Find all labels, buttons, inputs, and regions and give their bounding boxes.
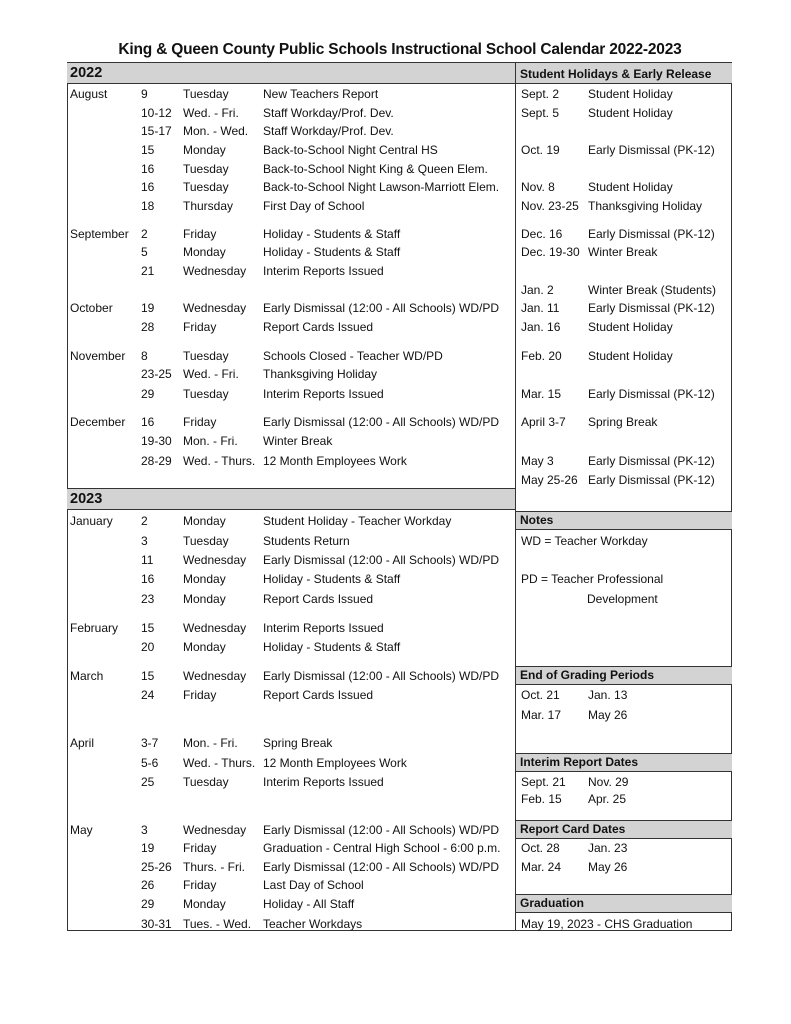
event-date: 9 bbox=[141, 87, 148, 101]
holiday-description: Early Dismissal (PK-12) bbox=[588, 387, 715, 401]
event-date: 21 bbox=[141, 264, 155, 278]
event-month: February bbox=[70, 621, 119, 635]
year-label: 2022 bbox=[70, 65, 103, 81]
event-date: 25-26 bbox=[141, 860, 172, 874]
graduation-header bbox=[515, 894, 732, 913]
grading-date: Mar. 17 bbox=[521, 708, 562, 722]
holiday-date: April 3-7 bbox=[521, 415, 566, 429]
event-weekday: Tues. - Wed. bbox=[183, 917, 252, 931]
event-description: Report Cards Issued bbox=[263, 688, 374, 702]
event-date: 2 bbox=[141, 514, 148, 528]
holiday-description: Early Dismissal (PK-12) bbox=[588, 454, 715, 468]
holiday-date: Dec. 16 bbox=[521, 227, 563, 241]
event-weekday: Friday bbox=[183, 227, 217, 241]
report-card-date: Jan. 23 bbox=[588, 841, 628, 855]
event-weekday: Monday bbox=[183, 897, 226, 911]
event-date: 19-30 bbox=[141, 434, 172, 448]
grading-date: Oct. 21 bbox=[521, 688, 560, 702]
event-weekday: Friday bbox=[183, 878, 217, 892]
holiday-description: Student Holiday bbox=[588, 349, 673, 363]
event-description: Graduation - Central High School - 6:00 p.m. bbox=[263, 841, 501, 855]
event-description: Winter Break bbox=[263, 434, 333, 448]
event-description: 12 Month Employees Work bbox=[263, 454, 407, 468]
holiday-description: Thanksgiving Holiday bbox=[588, 199, 703, 213]
interim-header-label: Interim Report Dates bbox=[520, 755, 639, 769]
report-card-header bbox=[515, 820, 732, 839]
report-card-date: May 26 bbox=[588, 860, 628, 874]
event-description: Early Dismissal (12:00 - All Schools) WD/PD bbox=[263, 301, 500, 315]
event-description: Staff Workday/Prof. Dev. bbox=[263, 124, 394, 138]
event-description: Holiday - Students & Staff bbox=[263, 640, 401, 654]
event-weekday: Tuesday bbox=[183, 387, 229, 401]
event-description: Interim Reports Issued bbox=[263, 387, 384, 401]
event-date: 18 bbox=[141, 199, 155, 213]
event-description: Interim Reports Issued bbox=[263, 775, 384, 789]
event-weekday: Wednesday bbox=[183, 301, 247, 315]
event-date: 19 bbox=[141, 301, 155, 315]
event-description: Early Dismissal (12:00 - All Schools) WD/PD bbox=[263, 823, 500, 837]
holiday-description: Early Dismissal (PK-12) bbox=[588, 301, 715, 315]
event-weekday: Monday bbox=[183, 572, 226, 586]
event-description: Last Day of School bbox=[263, 878, 364, 892]
event-date: 29 bbox=[141, 387, 155, 401]
interim-date: Apr. 25 bbox=[588, 792, 627, 806]
event-weekday: Thurs. - Fri. bbox=[183, 860, 245, 874]
event-weekday: Monday bbox=[183, 640, 226, 654]
event-date: 15-17 bbox=[141, 124, 172, 138]
event-weekday: Friday bbox=[183, 320, 217, 334]
year-header-2023 bbox=[67, 488, 516, 510]
holidays-header bbox=[515, 62, 732, 84]
event-weekday: Mon. - Wed. bbox=[183, 124, 249, 138]
event-date: 8 bbox=[141, 349, 148, 363]
event-date: 3 bbox=[141, 823, 148, 837]
event-weekday: Wednesday bbox=[183, 669, 247, 683]
interim-date: Nov. 29 bbox=[588, 775, 629, 789]
event-description: Thanksgiving Holiday bbox=[263, 367, 378, 381]
event-description: First Day of School bbox=[263, 199, 365, 213]
event-month: November bbox=[70, 349, 126, 363]
column-divider bbox=[515, 62, 516, 931]
event-date: 23-25 bbox=[141, 367, 172, 381]
event-date: 16 bbox=[141, 180, 155, 194]
event-date: 15 bbox=[141, 143, 155, 157]
grading-header-label: End of Grading Periods bbox=[520, 668, 655, 682]
event-description: Students Return bbox=[263, 534, 350, 548]
event-date: 19 bbox=[141, 841, 155, 855]
event-description: Early Dismissal (12:00 - All Schools) WD/PD bbox=[263, 860, 500, 874]
interim-header bbox=[515, 753, 732, 772]
event-description: Back-to-School Night Central HS bbox=[263, 143, 438, 157]
event-description: Early Dismissal (12:00 - All Schools) WD/PD bbox=[263, 669, 500, 683]
holiday-date: May 3 bbox=[521, 454, 554, 468]
event-description: Back-to-School Night Lawson-Marriott Elem. bbox=[263, 180, 500, 194]
notes-header bbox=[515, 511, 732, 530]
year-label: 2023 bbox=[70, 491, 103, 507]
holiday-date: Sept. 2 bbox=[521, 87, 560, 101]
note-pd-line1: PD = Teacher Professional bbox=[521, 572, 664, 586]
event-date: 11 bbox=[141, 553, 154, 567]
holiday-date: Dec. 19-30 bbox=[521, 245, 580, 259]
event-description: Holiday - Students & Staff bbox=[263, 572, 401, 586]
event-weekday: Wed. - Thurs. bbox=[183, 756, 256, 770]
holiday-date: Jan. 2 bbox=[521, 283, 554, 297]
event-date: 15 bbox=[141, 621, 155, 635]
holiday-description: Student Holiday bbox=[588, 87, 673, 101]
holiday-date: Oct. 19 bbox=[521, 143, 560, 157]
event-weekday: Thursday bbox=[183, 199, 234, 213]
event-date: 28-29 bbox=[141, 454, 172, 468]
holiday-description: Spring Break bbox=[588, 415, 658, 429]
holiday-description: Winter Break bbox=[588, 245, 658, 259]
event-description: Holiday - Students & Staff bbox=[263, 245, 401, 259]
event-weekday: Friday bbox=[183, 841, 217, 855]
holiday-description: Student Holiday bbox=[588, 106, 673, 120]
interim-date: Sept. 21 bbox=[521, 775, 566, 789]
note-wd: WD = Teacher Workday bbox=[521, 534, 648, 548]
holiday-description: Student Holiday bbox=[588, 180, 673, 194]
event-description: New Teachers Report bbox=[263, 87, 379, 101]
event-weekday: Monday bbox=[183, 143, 226, 157]
report-card-date: Mar. 24 bbox=[521, 860, 562, 874]
holidays-header-label: Student Holidays & Early Release bbox=[520, 67, 712, 81]
holiday-date: Mar. 15 bbox=[521, 387, 562, 401]
event-date: 29 bbox=[141, 897, 155, 911]
holiday-description: Winter Break (Students) bbox=[588, 283, 717, 297]
event-month: January bbox=[70, 514, 113, 528]
event-month: March bbox=[70, 669, 104, 683]
event-date: 20 bbox=[141, 640, 155, 654]
event-description: Early Dismissal (12:00 - All Schools) WD/PD bbox=[263, 553, 500, 567]
note-pd-line2: Development bbox=[587, 592, 658, 606]
event-description: Holiday - All Staff bbox=[263, 897, 355, 911]
event-date: 23 bbox=[141, 592, 155, 606]
event-weekday: Tuesday bbox=[183, 349, 229, 363]
event-weekday: Tuesday bbox=[183, 87, 229, 101]
event-weekday: Wednesday bbox=[183, 823, 247, 837]
event-date: 24 bbox=[141, 688, 155, 702]
event-description: 12 Month Employees Work bbox=[263, 756, 407, 770]
event-date: 3 bbox=[141, 534, 148, 548]
event-weekday: Friday bbox=[183, 415, 217, 429]
event-description: Student Holiday - Teacher Workday bbox=[263, 514, 452, 528]
holiday-date: Sept. 5 bbox=[521, 106, 560, 120]
event-weekday: Friday bbox=[183, 688, 217, 702]
event-date: 16 bbox=[141, 572, 155, 586]
event-date: 16 bbox=[141, 162, 155, 176]
event-description: Teacher Workdays bbox=[263, 917, 363, 931]
holiday-date: Jan. 11 bbox=[521, 301, 560, 315]
event-month: December bbox=[70, 415, 126, 429]
event-date: 3-7 bbox=[141, 736, 159, 750]
event-weekday: Monday bbox=[183, 592, 226, 606]
interim-date: Feb. 15 bbox=[521, 792, 562, 806]
event-description: Spring Break bbox=[263, 736, 333, 750]
event-weekday: Tuesday bbox=[183, 775, 229, 789]
event-date: 15 bbox=[141, 669, 155, 683]
notes-header-label: Notes bbox=[520, 513, 554, 527]
page-title: King & Queen County Public Schools Instructional School Calendar 2022-2023 bbox=[118, 41, 682, 58]
holiday-date: Nov. 23-25 bbox=[521, 199, 579, 213]
event-weekday: Mon. - Fri. bbox=[183, 434, 238, 448]
event-description: Report Cards Issued bbox=[263, 592, 374, 606]
graduation-header-label: Graduation bbox=[520, 896, 585, 910]
event-month: October bbox=[70, 301, 113, 315]
report-card-date: Oct. 28 bbox=[521, 841, 560, 855]
event-weekday: Tuesday bbox=[183, 180, 229, 194]
holiday-description: Early Dismissal (PK-12) bbox=[588, 227, 715, 241]
grading-header bbox=[515, 666, 732, 685]
event-description: Back-to-School Night King & Queen Elem. bbox=[263, 162, 488, 176]
holiday-date: May 25-26 bbox=[521, 473, 578, 487]
event-weekday: Wednesday bbox=[183, 553, 247, 567]
event-date: 16 bbox=[141, 415, 155, 429]
event-description: Report Cards Issued bbox=[263, 320, 374, 334]
event-date: 5 bbox=[141, 245, 148, 259]
event-date: 10-12 bbox=[141, 106, 172, 120]
event-weekday: Monday bbox=[183, 245, 226, 259]
year-header-2022 bbox=[67, 62, 516, 84]
event-date: 2 bbox=[141, 227, 148, 241]
graduation-text: May 19, 2023 - CHS Graduation bbox=[521, 917, 693, 931]
event-date: 25 bbox=[141, 775, 155, 789]
event-month: April bbox=[70, 736, 95, 750]
event-description: Holiday - Students & Staff bbox=[263, 227, 401, 241]
event-description: Early Dismissal (12:00 - All Schools) WD/PD bbox=[263, 415, 500, 429]
event-weekday: Wednesday bbox=[183, 621, 247, 635]
event-date: 28 bbox=[141, 320, 155, 334]
event-weekday: Monday bbox=[183, 514, 226, 528]
event-weekday: Wednesday bbox=[183, 264, 247, 278]
event-description: Interim Reports Issued bbox=[263, 621, 384, 635]
holiday-date: Feb. 20 bbox=[521, 349, 562, 363]
event-description: Staff Workday/Prof. Dev. bbox=[263, 106, 394, 120]
event-description: Schools Closed - Teacher WD/PD bbox=[263, 349, 443, 363]
event-month: August bbox=[70, 87, 108, 101]
holiday-description: Early Dismissal (PK-12) bbox=[588, 143, 715, 157]
event-weekday: Mon. - Fri. bbox=[183, 736, 238, 750]
report-card-header-label: Report Card Dates bbox=[520, 822, 626, 836]
event-weekday: Tuesday bbox=[183, 534, 229, 548]
grading-date: Jan. 13 bbox=[588, 688, 628, 702]
holiday-date: Jan. 16 bbox=[521, 320, 561, 334]
event-weekday: Tuesday bbox=[183, 162, 229, 176]
event-month: September bbox=[70, 227, 129, 241]
holiday-description: Student Holiday bbox=[588, 320, 673, 334]
event-date: 5-6 bbox=[141, 756, 159, 770]
grading-date: May 26 bbox=[588, 708, 628, 722]
holiday-description: Early Dismissal (PK-12) bbox=[588, 473, 715, 487]
event-weekday: Wed. - Fri. bbox=[183, 106, 239, 120]
event-description: Interim Reports Issued bbox=[263, 264, 384, 278]
holiday-date: Nov. 8 bbox=[521, 180, 555, 194]
event-weekday: Wed. - Thurs. bbox=[183, 454, 256, 468]
event-month: May bbox=[70, 823, 93, 837]
event-date: 30-31 bbox=[141, 917, 172, 931]
event-weekday: Wed. - Fri. bbox=[183, 367, 239, 381]
event-date: 26 bbox=[141, 878, 155, 892]
